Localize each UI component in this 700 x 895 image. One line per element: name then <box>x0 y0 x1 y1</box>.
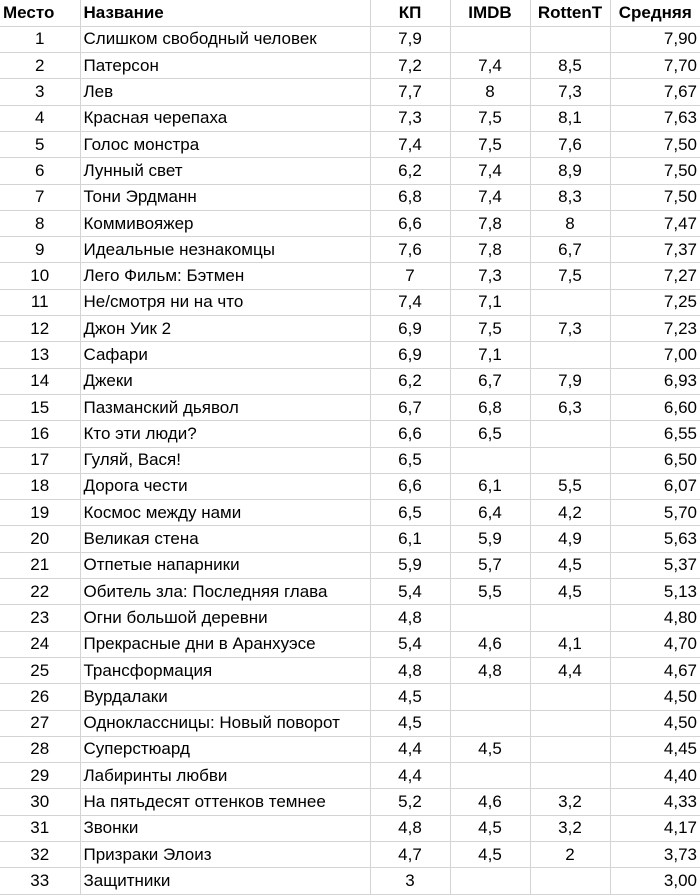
cell-title[interactable]: Дорога чести <box>80 473 370 499</box>
cell-rank[interactable]: 15 <box>0 394 80 420</box>
cell-rank[interactable]: 22 <box>0 579 80 605</box>
table-row <box>0 631 700 657</box>
cell-rottent[interactable]: 4,9 <box>530 526 610 552</box>
cell-average[interactable]: 4,50 <box>610 710 700 736</box>
cell-imdb[interactable]: 4,5 <box>450 736 530 762</box>
cell-title[interactable]: Патерсон <box>80 53 370 79</box>
cell-imdb[interactable]: 7,1 <box>450 289 530 315</box>
cell-title[interactable]: Слишком свободный человек <box>80 26 370 52</box>
cell-kp[interactable]: 4,5 <box>370 684 450 710</box>
cell-imdb[interactable]: 4,5 <box>450 842 530 868</box>
cell-rottent[interactable]: 8,1 <box>530 105 610 131</box>
header-rottent[interactable]: RottenT <box>530 0 610 26</box>
cell-average[interactable]: 4,70 <box>610 631 700 657</box>
cell-kp[interactable]: 4,8 <box>370 657 450 683</box>
cell-kp[interactable]: 7 <box>370 263 450 289</box>
cell-rottent[interactable]: 6,3 <box>530 394 610 420</box>
cell-rank[interactable]: 18 <box>0 473 80 499</box>
cell-rank[interactable]: 2 <box>0 53 80 79</box>
cell-rottent[interactable]: 7,6 <box>530 131 610 157</box>
table-row <box>0 526 700 552</box>
cell-title[interactable]: На пятьдесят оттенков темнее <box>80 789 370 815</box>
cell-title[interactable]: Призраки Элоиз <box>80 842 370 868</box>
cell-average[interactable]: 7,23 <box>610 316 700 342</box>
cell-kp[interactable]: 5,4 <box>370 579 450 605</box>
cell-title[interactable]: Коммивояжер <box>80 210 370 236</box>
cell-average[interactable]: 4,17 <box>610 815 700 841</box>
cell-imdb[interactable]: 6,4 <box>450 500 530 526</box>
cell-imdb[interactable] <box>450 710 530 736</box>
table-row <box>0 605 700 631</box>
cell-rank[interactable]: 27 <box>0 710 80 736</box>
cell-rank[interactable]: 17 <box>0 447 80 473</box>
table-body <box>0 26 700 894</box>
cell-rottent[interactable]: 8,3 <box>530 184 610 210</box>
cell-imdb[interactable] <box>450 26 530 52</box>
cell-title[interactable]: Красная черепаха <box>80 105 370 131</box>
cell-average[interactable]: 5,13 <box>610 579 700 605</box>
header-rank[interactable]: Место <box>0 0 80 26</box>
cell-average[interactable]: 4,45 <box>610 736 700 762</box>
table-row <box>0 342 700 368</box>
cell-rank[interactable]: 3 <box>0 79 80 105</box>
cell-rottent[interactable]: 6,7 <box>530 237 610 263</box>
cell-rank[interactable]: 1 <box>0 26 80 52</box>
table-row <box>0 158 700 184</box>
table-row <box>0 579 700 605</box>
header-imdb[interactable]: IMDB <box>450 0 530 26</box>
cell-average[interactable]: 6,50 <box>610 447 700 473</box>
header-title[interactable]: Название <box>80 0 370 26</box>
cell-kp[interactable]: 4,8 <box>370 815 450 841</box>
cell-kp[interactable]: 5,9 <box>370 552 450 578</box>
table-row <box>0 184 700 210</box>
cell-title[interactable]: Джеки <box>80 368 370 394</box>
cell-kp[interactable]: 7,2 <box>370 53 450 79</box>
cell-title[interactable]: Голос монстра <box>80 131 370 157</box>
cell-title[interactable]: Тони Эрдманн <box>80 184 370 210</box>
cell-rottent[interactable] <box>530 447 610 473</box>
table-row <box>0 394 700 420</box>
cell-average[interactable]: 3,73 <box>610 842 700 868</box>
cell-title[interactable]: Космос между нами <box>80 500 370 526</box>
cell-imdb[interactable]: 5,9 <box>450 526 530 552</box>
cell-rank[interactable]: 4 <box>0 105 80 131</box>
cell-title[interactable]: Защитники <box>80 868 370 894</box>
table-row <box>0 210 700 236</box>
cell-imdb[interactable] <box>450 447 530 473</box>
cell-rottent[interactable]: 3,2 <box>530 815 610 841</box>
cell-average[interactable]: 4,80 <box>610 605 700 631</box>
cell-imdb[interactable]: 7,8 <box>450 237 530 263</box>
cell-kp[interactable]: 6,9 <box>370 342 450 368</box>
cell-rottent[interactable]: 4,5 <box>530 579 610 605</box>
cell-imdb[interactable]: 7,4 <box>450 184 530 210</box>
cell-rank[interactable]: 7 <box>0 184 80 210</box>
table-row <box>0 868 700 894</box>
cell-kp[interactable]: 4,4 <box>370 763 450 789</box>
cell-title[interactable]: Лев <box>80 79 370 105</box>
cell-title[interactable]: Лунный свет <box>80 158 370 184</box>
cell-imdb[interactable]: 7,8 <box>450 210 530 236</box>
cell-rank[interactable]: 23 <box>0 605 80 631</box>
cell-kp[interactable]: 4,4 <box>370 736 450 762</box>
cell-rottent[interactable]: 7,9 <box>530 368 610 394</box>
cell-title[interactable]: Сафари <box>80 342 370 368</box>
table-row <box>0 289 700 315</box>
cell-rank[interactable]: 13 <box>0 342 80 368</box>
cell-rank[interactable]: 16 <box>0 421 80 447</box>
cell-title[interactable]: Гуляй, Вася! <box>80 447 370 473</box>
cell-kp[interactable]: 3 <box>370 868 450 894</box>
table-row <box>0 657 700 683</box>
cell-average[interactable]: 4,50 <box>610 684 700 710</box>
cell-average[interactable]: 7,27 <box>610 263 700 289</box>
cell-imdb[interactable] <box>450 605 530 631</box>
cell-rank[interactable]: 24 <box>0 631 80 657</box>
cell-imdb[interactable]: 7,5 <box>450 131 530 157</box>
cell-rank[interactable]: 12 <box>0 316 80 342</box>
cell-average[interactable]: 7,47 <box>610 210 700 236</box>
cell-imdb[interactable]: 7,1 <box>450 342 530 368</box>
cell-average[interactable]: 5,70 <box>610 500 700 526</box>
cell-average[interactable]: 4,40 <box>610 763 700 789</box>
cell-rank[interactable]: 14 <box>0 368 80 394</box>
cell-rottent[interactable]: 4,4 <box>530 657 610 683</box>
cell-average[interactable]: 3,00 <box>610 868 700 894</box>
cell-rottent[interactable] <box>530 605 610 631</box>
cell-average[interactable]: 7,37 <box>610 237 700 263</box>
table-row <box>0 53 700 79</box>
cell-imdb[interactable]: 7,5 <box>450 105 530 131</box>
cell-average[interactable]: 6,07 <box>610 473 700 499</box>
table-row <box>0 736 700 762</box>
cell-kp[interactable]: 6,7 <box>370 394 450 420</box>
cell-average[interactable]: 5,63 <box>610 526 700 552</box>
cell-title[interactable]: Лего Фильм: Бэтмен <box>80 263 370 289</box>
table-row <box>0 763 700 789</box>
cell-title[interactable]: Не/смотря ни на что <box>80 289 370 315</box>
table-row <box>0 842 700 868</box>
cell-rank[interactable]: 21 <box>0 552 80 578</box>
cell-title[interactable]: Отпетые напарники <box>80 552 370 578</box>
cell-rottent[interactable] <box>530 736 610 762</box>
cell-average[interactable]: 7,67 <box>610 79 700 105</box>
table-row <box>0 815 700 841</box>
cell-kp[interactable]: 5,2 <box>370 789 450 815</box>
cell-rottent[interactable]: 8 <box>530 210 610 236</box>
cell-kp[interactable]: 7,3 <box>370 105 450 131</box>
table-row <box>0 789 700 815</box>
cell-kp[interactable]: 6,8 <box>370 184 450 210</box>
header-row <box>0 0 700 26</box>
cell-imdb[interactable] <box>450 868 530 894</box>
cell-rottent[interactable]: 7,3 <box>530 316 610 342</box>
cell-title[interactable]: Звонки <box>80 815 370 841</box>
cell-title[interactable]: Пазманский дьявол <box>80 394 370 420</box>
cell-rank[interactable]: 10 <box>0 263 80 289</box>
cell-kp[interactable]: 4,8 <box>370 605 450 631</box>
cell-imdb[interactable]: 4,5 <box>450 815 530 841</box>
cell-rottent[interactable] <box>530 289 610 315</box>
cell-average[interactable]: 6,60 <box>610 394 700 420</box>
cell-rottent[interactable]: 4,1 <box>530 631 610 657</box>
cell-average[interactable]: 7,70 <box>610 53 700 79</box>
table-row <box>0 237 700 263</box>
table-row <box>0 710 700 736</box>
cell-rank[interactable]: 25 <box>0 657 80 683</box>
cell-kp[interactable]: 6,1 <box>370 526 450 552</box>
cell-kp[interactable]: 7,7 <box>370 79 450 105</box>
cell-imdb[interactable]: 5,7 <box>450 552 530 578</box>
cell-average[interactable]: 7,25 <box>610 289 700 315</box>
cell-rank[interactable]: 8 <box>0 210 80 236</box>
cell-rank[interactable]: 5 <box>0 131 80 157</box>
cell-imdb[interactable]: 6,7 <box>450 368 530 394</box>
cell-imdb[interactable]: 6,5 <box>450 421 530 447</box>
table-row <box>0 131 700 157</box>
cell-title[interactable]: Джон Уик 2 <box>80 316 370 342</box>
cell-average[interactable]: 7,50 <box>610 158 700 184</box>
cell-rottent[interactable]: 8,5 <box>530 53 610 79</box>
cell-rottent[interactable] <box>530 421 610 447</box>
cell-title[interactable]: Суперстюард <box>80 736 370 762</box>
cell-title[interactable]: Обитель зла: Последняя глава <box>80 579 370 605</box>
cell-kp[interactable]: 6,5 <box>370 447 450 473</box>
cell-imdb[interactable]: 4,6 <box>450 789 530 815</box>
table-row <box>0 316 700 342</box>
cell-rank[interactable]: 6 <box>0 158 80 184</box>
cell-kp[interactable]: 4,7 <box>370 842 450 868</box>
cell-average[interactable]: 7,50 <box>610 131 700 157</box>
table-row <box>0 263 700 289</box>
cell-title[interactable]: Огни большой деревни <box>80 605 370 631</box>
cell-kp[interactable]: 6,6 <box>370 473 450 499</box>
cell-rank[interactable]: 19 <box>0 500 80 526</box>
cell-imdb[interactable]: 7,4 <box>450 53 530 79</box>
cell-average[interactable]: 6,93 <box>610 368 700 394</box>
cell-rottent[interactable]: 4,2 <box>530 500 610 526</box>
cell-rank[interactable]: 26 <box>0 684 80 710</box>
cell-average[interactable]: 4,33 <box>610 789 700 815</box>
cell-rottent[interactable]: 2 <box>530 842 610 868</box>
cell-rottent[interactable]: 7,3 <box>530 79 610 105</box>
cell-rottent[interactable] <box>530 868 610 894</box>
table-row <box>0 684 700 710</box>
cell-rottent[interactable] <box>530 684 610 710</box>
header-average[interactable]: Средняя <box>610 0 700 26</box>
table-row <box>0 447 700 473</box>
cell-imdb[interactable] <box>450 684 530 710</box>
cell-rank[interactable]: 33 <box>0 868 80 894</box>
cell-title[interactable]: Великая стена <box>80 526 370 552</box>
cell-rottent[interactable] <box>530 710 610 736</box>
cell-average[interactable]: 5,37 <box>610 552 700 578</box>
cell-title[interactable]: Вурдалаки <box>80 684 370 710</box>
cell-kp[interactable]: 6,2 <box>370 158 450 184</box>
cell-rottent[interactable]: 4,5 <box>530 552 610 578</box>
table-row <box>0 26 700 52</box>
cell-imdb[interactable]: 7,3 <box>450 263 530 289</box>
cell-kp[interactable]: 7,4 <box>370 131 450 157</box>
cell-imdb[interactable]: 8 <box>450 79 530 105</box>
cell-kp[interactable]: 5,4 <box>370 631 450 657</box>
cell-title[interactable]: Идеальные незнакомцы <box>80 237 370 263</box>
cell-rottent[interactable] <box>530 763 610 789</box>
cell-average[interactable]: 7,90 <box>610 26 700 52</box>
cell-rank[interactable]: 29 <box>0 763 80 789</box>
cell-imdb[interactable]: 7,4 <box>450 158 530 184</box>
cell-imdb[interactable]: 4,8 <box>450 657 530 683</box>
table-row <box>0 421 700 447</box>
cell-average[interactable]: 7,63 <box>610 105 700 131</box>
cell-kp[interactable]: 7,4 <box>370 289 450 315</box>
cell-kp[interactable]: 7,9 <box>370 26 450 52</box>
table-row <box>0 105 700 131</box>
cell-rottent[interactable] <box>530 342 610 368</box>
table-row <box>0 79 700 105</box>
cell-title[interactable]: Одноклассницы: Новый поворот <box>80 710 370 736</box>
cell-imdb[interactable]: 7,5 <box>450 316 530 342</box>
cell-average[interactable]: 7,50 <box>610 184 700 210</box>
cell-imdb[interactable] <box>450 763 530 789</box>
cell-title[interactable]: Трансформация <box>80 657 370 683</box>
cell-imdb[interactable]: 6,1 <box>450 473 530 499</box>
cell-rank[interactable]: 30 <box>0 789 80 815</box>
table-row <box>0 368 700 394</box>
cell-kp[interactable]: 4,5 <box>370 710 450 736</box>
cell-kp[interactable]: 6,5 <box>370 500 450 526</box>
cell-kp[interactable]: 6,6 <box>370 421 450 447</box>
header-kp[interactable]: КП <box>370 0 450 26</box>
cell-kp[interactable]: 7,6 <box>370 237 450 263</box>
cell-rottent[interactable]: 7,5 <box>530 263 610 289</box>
cell-rottent[interactable]: 3,2 <box>530 789 610 815</box>
cell-imdb[interactable]: 4,6 <box>450 631 530 657</box>
table-row <box>0 500 700 526</box>
cell-title[interactable]: Прекрасные дни в Аранхуэсе <box>80 631 370 657</box>
cell-rank[interactable]: 28 <box>0 736 80 762</box>
cell-average[interactable]: 6,55 <box>610 421 700 447</box>
cell-rank[interactable]: 32 <box>0 842 80 868</box>
cell-rottent[interactable] <box>530 26 610 52</box>
cell-kp[interactable]: 6,9 <box>370 316 450 342</box>
cell-title[interactable]: Кто эти люди? <box>80 421 370 447</box>
cell-average[interactable]: 7,00 <box>610 342 700 368</box>
cell-kp[interactable]: 6,2 <box>370 368 450 394</box>
cell-imdb[interactable]: 5,5 <box>450 579 530 605</box>
cell-rank[interactable]: 31 <box>0 815 80 841</box>
table-row <box>0 552 700 578</box>
cell-rank[interactable]: 11 <box>0 289 80 315</box>
cell-rank[interactable]: 9 <box>0 237 80 263</box>
cell-kp[interactable]: 6,6 <box>370 210 450 236</box>
cell-rank[interactable]: 20 <box>0 526 80 552</box>
cell-imdb[interactable]: 6,8 <box>450 394 530 420</box>
cell-rottent[interactable]: 8,9 <box>530 158 610 184</box>
table-row <box>0 473 700 499</box>
cell-rottent[interactable]: 5,5 <box>530 473 610 499</box>
cell-title[interactable]: Лабиринты любви <box>80 763 370 789</box>
cell-average[interactable]: 4,67 <box>610 657 700 683</box>
